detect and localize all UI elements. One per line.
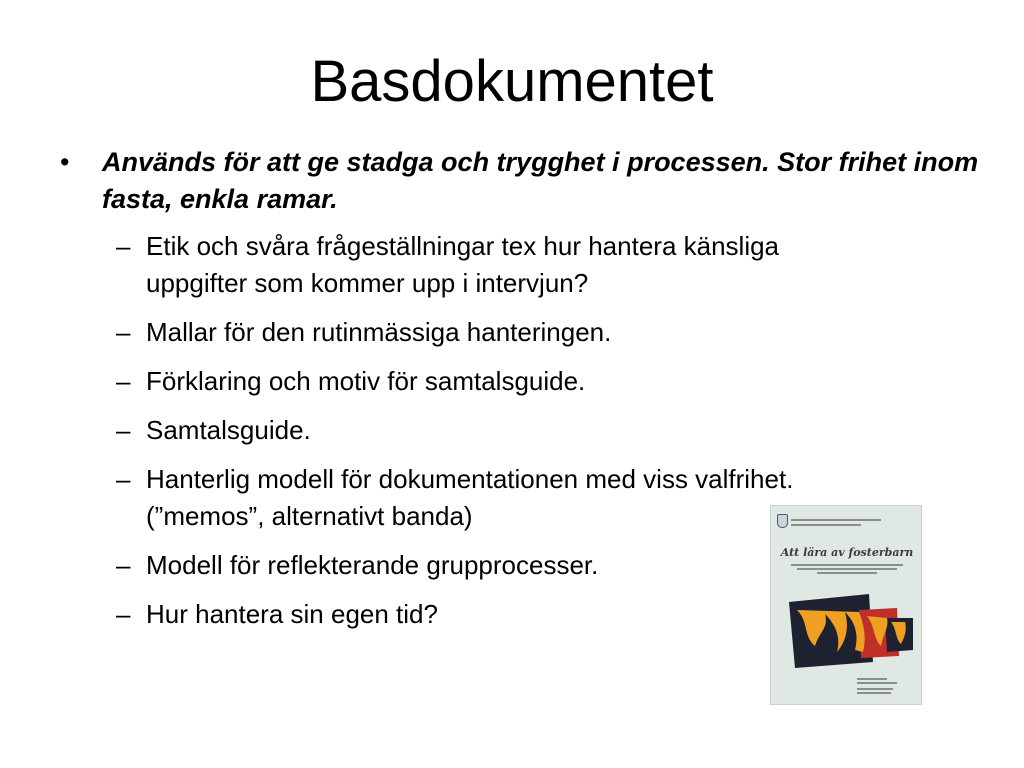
logo-icon — [777, 514, 788, 528]
sub-bullet-item — [60, 596, 886, 633]
flame-artwork — [789, 592, 915, 672]
sub-bullet-item — [60, 363, 886, 400]
sub-bullet-text: Hanterlig modell för dokumentationen med viss valfrihet. (”memos”, alternativt banda) — [146, 464, 794, 531]
sub-bullet-item — [60, 461, 886, 535]
dash-marker: – — [116, 317, 131, 347]
dash-marker: – — [116, 464, 131, 494]
cover-header-lines — [791, 516, 911, 526]
sub-bullet-text: Mallar för den rutinmässiga hanteringen. — [146, 317, 612, 347]
main-bullet-text: Används för att ge stadga och trygghet i processen. Stor frihet inom fasta, enkla ramar. — [102, 147, 979, 214]
dash-marker: – — [116, 550, 131, 580]
sub-bullet-item — [60, 412, 886, 449]
sub-bullet-text: Hur hantera sin egen tid? — [146, 599, 438, 629]
sub-bullet-text: Modell för reflekterande grupprocesser. — [146, 550, 599, 580]
sub-bullet-text: Förklaring och motiv för samtalsguide. — [146, 366, 586, 396]
cover-title: Att lära av fosterbarn — [780, 546, 914, 559]
sub-bullet-item — [60, 547, 886, 584]
sub-bullet-text: Etik och svåra frågeställningar tex hur hantera känsliga uppgifter som kommer upp i intervjun? — [146, 231, 780, 298]
cover-footer-lines — [857, 676, 919, 694]
dash-marker: – — [116, 415, 131, 445]
report-cover-image — [770, 505, 922, 705]
bullet-marker: • — [60, 147, 70, 177]
sub-bullet-item — [60, 314, 886, 351]
sub-bullet-item — [60, 228, 886, 302]
dash-marker: – — [116, 366, 131, 396]
sub-bullet-text: Samtalsguide. — [146, 415, 311, 445]
slide-title: Basdokumentet — [310, 49, 714, 114]
dash-marker: – — [116, 231, 131, 261]
cover-subtitle-lines — [785, 562, 909, 576]
dash-marker: – — [116, 599, 131, 629]
main-bullet — [60, 144, 980, 218]
